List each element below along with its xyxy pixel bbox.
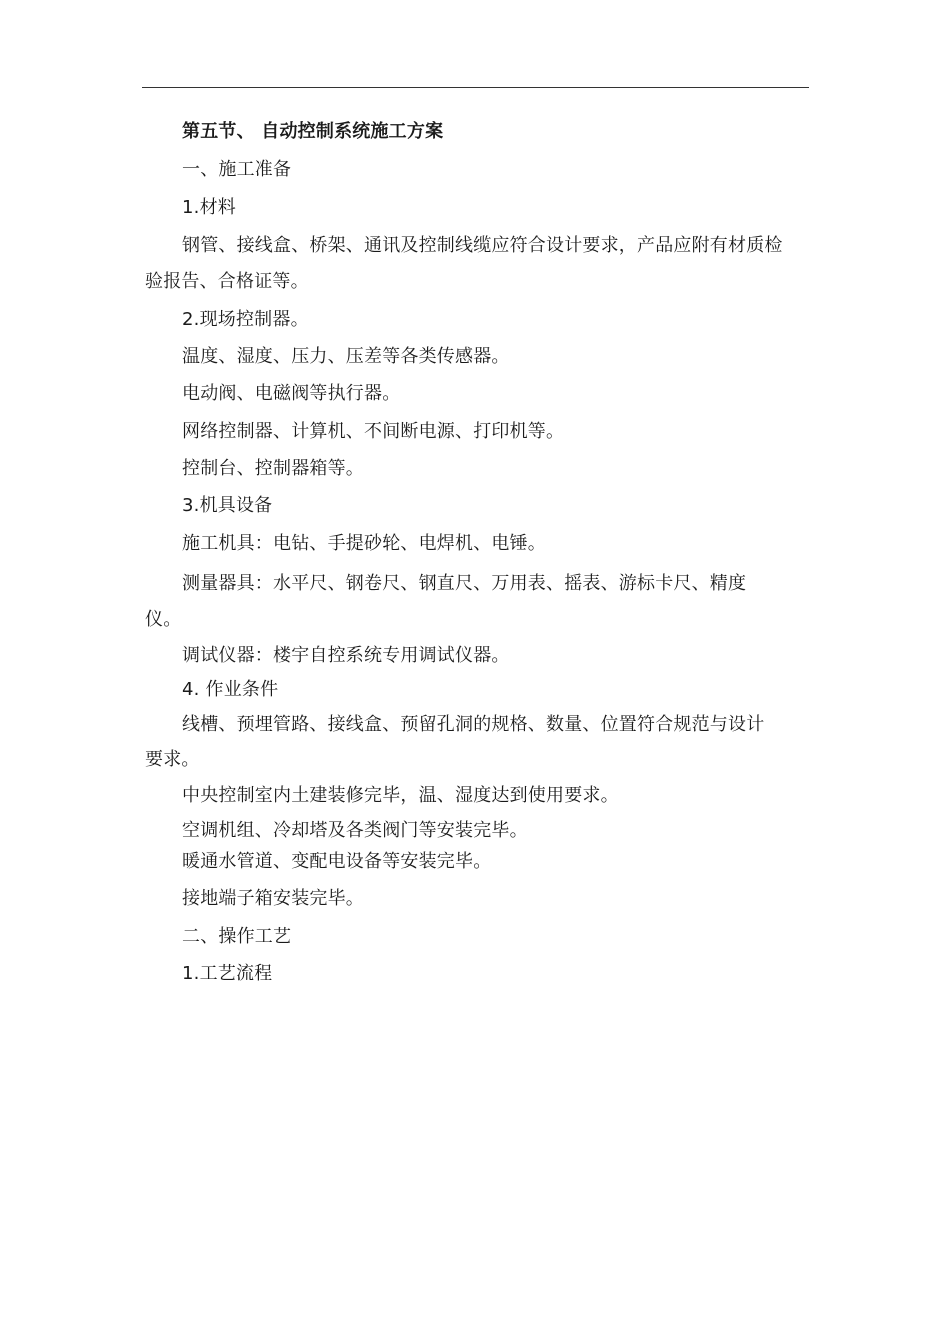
header-rule: [142, 87, 809, 88]
paragraph-line: 验报告、合格证等。: [145, 271, 309, 292]
paragraph-line: 温度、湿度、压力、压差等各类传感器。: [182, 346, 510, 367]
paragraph-line: 要求。: [145, 749, 200, 770]
subheading-work-conditions: 4. 作业条件: [182, 679, 279, 700]
section-title: 第五节、 自动控制系统施工方案: [182, 121, 444, 142]
paragraph-line: 暖通水管道、变配电设备等安装完毕。: [182, 851, 492, 872]
paragraph-line: 仪。: [145, 609, 182, 630]
paragraph-line: 调试仪器：楼宇自控系统专用调试仪器。: [182, 645, 510, 666]
subheading-equipment: 3.机具设备: [182, 495, 273, 516]
paragraph-line: 接地端子箱安装完毕。: [182, 888, 364, 909]
heading-operation-process: 二、操作工艺: [182, 926, 292, 947]
paragraph-line: 测量器具：水平尺、钢卷尺、钢直尺、万用表、摇表、游标卡尺、精度: [182, 573, 747, 594]
paragraph-line: 中央控制室内土建装修完毕，温、湿度达到使用要求。: [182, 785, 619, 806]
paragraph-line: 电动阀、电磁阀等执行器。: [182, 383, 401, 404]
paragraph-line: 网络控制器、计算机、不间断电源、打印机等。: [182, 421, 565, 442]
subheading-field-controller: 2.现场控制器。: [182, 309, 309, 330]
subheading-materials: 1.材料: [182, 197, 236, 218]
paragraph-line: 施工机具：电钻、手提砂轮、电焊机、电锤。: [182, 533, 546, 554]
paragraph-line: 钢管、接线盒、桥架、通讯及控制线缆应符合设计要求，产品应附有材质检: [182, 235, 783, 256]
paragraph-line: 空调机组、冷却塔及各类阀门等安装完毕。: [182, 820, 528, 841]
subheading-process-flow: 1.工艺流程: [182, 963, 273, 984]
heading-preparation: 一、施工准备: [182, 159, 292, 180]
paragraph-line: 线槽、预埋管路、接线盒、预留孔洞的规格、数量、位置符合规范与设计: [182, 714, 765, 735]
paragraph-line: 控制台、控制器箱等。: [182, 458, 364, 479]
